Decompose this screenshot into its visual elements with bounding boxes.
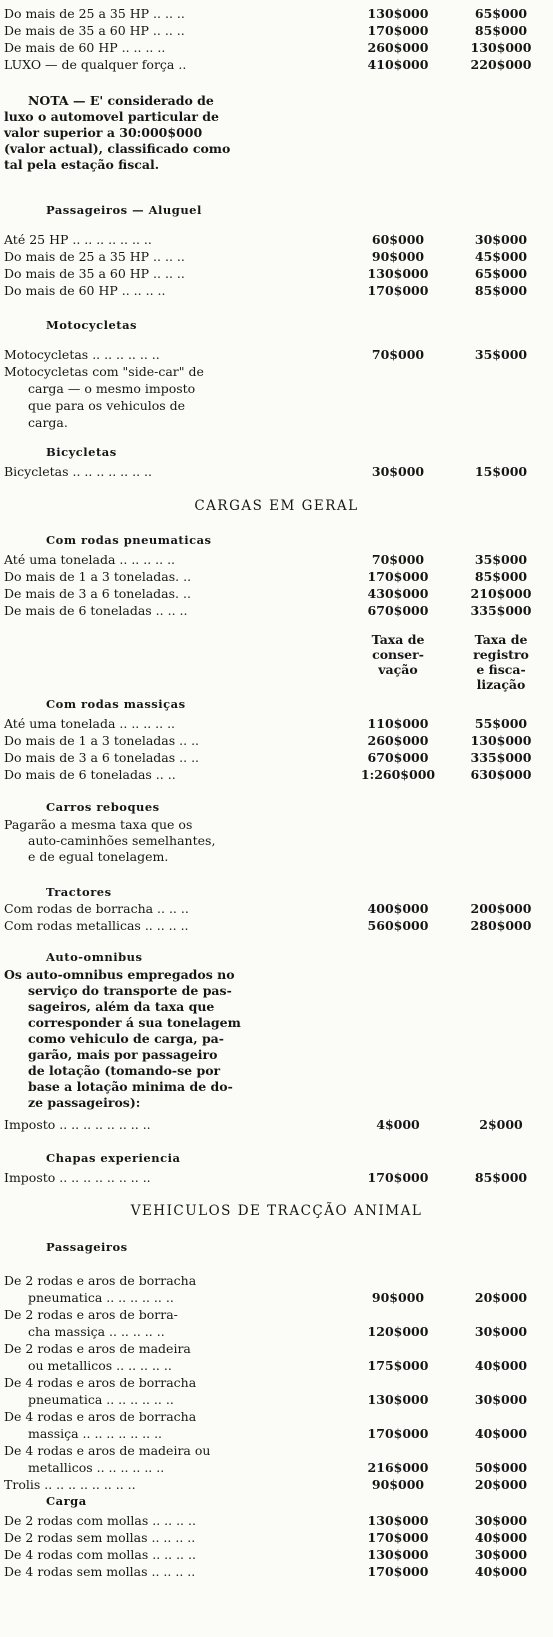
section-title: Auto-omnibus [46,950,143,964]
table-row: que para os vehiculos de [28,398,186,413]
table-row: De 4 rodas e aros de madeira ou [4,1443,211,1458]
table-row: Com rodas de borracha .. .. .. 400$000 200$000 [4,901,532,916]
section-title: Passageiros [46,1240,128,1254]
table-row: cha massiça .. .. .. .. .. 120$000 30$000 [28,1324,528,1339]
table-row: metallicos .. .. .. .. .. .. 216$000 50$000 [28,1460,528,1475]
section-title: Chapas experiencia [46,1151,181,1165]
table-row: De 4 rodas sem mollas .. .. .. .. 170$000 40$000 [4,1564,528,1579]
table-row: LUXO — de qualquer força .. 410$000 220$000 [4,57,532,72]
nota-paragraph: NOTA — E' considerado de luxo o automovel particular de valor superior a 30:000$000 (valor actual), classificado como tal pela estação fiscal. [4,93,231,172]
table-row: pneumatica .. .. .. .. .. .. 90$000 20$000 [28,1290,528,1305]
column-header-registro: Taxa de registro e fisca- lização [473,632,529,692]
table-row: Até uma tonelada .. .. .. .. .. 110$000 55$000 [4,716,528,731]
section-heading: VEHICULOS DE TRACÇÃO ANIMAL [130,1203,423,1219]
table-row: Motocycletas com "side-car" de [4,364,204,379]
table-row: Até uma tonelada .. .. .. .. .. 70$000 35$000 [4,552,528,567]
table-row: Do mais de 60 HP .. .. .. .. 170$000 85$000 [4,283,528,298]
section-title: Passageiros — Aluguel [46,203,202,217]
section-title: Com rodas massiças [46,697,186,711]
section-title: Motocycletas [46,318,137,332]
table-row: ou metallicos .. .. .. .. .. 175$000 40$000 [28,1358,528,1373]
section-title: Carros reboques [46,800,160,814]
section-title: Tractores [46,885,112,899]
table-row: De 2 rodas e aros de borra- [4,1307,178,1322]
table-row: Do mais de 1 a 3 toneladas. .. 170$000 85$000 [4,569,528,584]
table-row: Do mais de 25 a 35 HP .. .. .. 130$000 65$000 [4,6,528,21]
table-row: Do mais de 1 a 3 toneladas .. .. 260$000 130$000 [4,733,532,748]
table-row: De mais de 35 a 60 HP .. .. .. 170$000 85$000 [4,23,528,38]
table-row: De 4 rodas e aros de borracha [4,1375,197,1390]
table-row: De 2 rodas sem mollas .. .. .. .. 170$000 40$000 [4,1530,528,1545]
table-row: Até 25 HP .. .. .. .. .. .. .. 60$000 30$000 [4,232,528,247]
table-row: pneumatica .. .. .. .. .. .. 130$000 30$000 [28,1392,528,1407]
table-row: Trolis .. .. .. .. .. .. .. .. 90$000 20$000 [4,1477,528,1492]
table-row: Do mais de 3 a 6 toneladas .. .. 670$000 335$000 [4,750,532,765]
column-header-conservacao: Taxa de conser- vação [371,632,425,677]
carros-reboques-text: Pagarão a mesma taxa que os auto-caminhões semelhantes, e de egual tonelagem. [4,817,216,864]
table-row: carga. [28,415,68,430]
auto-omnibus-text: Os auto-omnibus empregados no serviço do transporte de pas- sageiros, além da taxa que corresponder á sua tonelagem como vehiculo de carga, pa- garão, mais por passageiro de lotação (tomando-se por base a lotação minima de do- ze passageiros): [4,967,241,1110]
table-row: De mais de 60 HP .. .. .. .. 260$000 130$000 [4,40,532,55]
section-title: Com rodas pneumaticas [46,533,212,547]
table-row: Do mais de 25 a 35 HP .. .. .. 90$000 45$000 [4,249,528,264]
table-row: Imposto .. .. .. .. .. .. .. .. 4$000 2$000 [4,1117,523,1132]
table-row: De mais de 3 a 6 toneladas. .. 430$000 210$000 [4,586,532,601]
table-row: De 2 rodas com mollas .. .. .. .. 130$000 30$000 [4,1513,528,1528]
table-row: carga — o mesmo imposto [28,381,196,396]
table-row: Do mais de 6 toneladas .. .. 1:260$000 630$000 [4,767,532,782]
table-row: Do mais de 35 a 60 HP .. .. .. 130$000 65$000 [4,266,528,281]
table-row: massiça .. .. .. .. .. .. .. 170$000 40$000 [28,1426,528,1441]
table-row: De mais de 6 toneladas .. .. .. 670$000 335$000 [4,603,532,618]
table-row: De 2 rodas e aros de madeira [4,1341,191,1356]
table-row: Com rodas metallicas .. .. .. .. 560$000 280$000 [4,918,532,933]
section-title: Bicycletas [46,445,117,459]
section-title: Carga [46,1494,87,1508]
table-row: De 4 rodas e aros de borracha [4,1409,197,1424]
table-row: Imposto .. .. .. .. .. .. .. .. 170$000 85$000 [4,1170,528,1185]
section-heading: CARGAS EM GERAL [194,498,359,514]
table-row: De 2 rodas e aros de borracha [4,1273,197,1288]
table-row: Motocycletas .. .. .. .. .. .. 70$000 35$000 [4,347,528,362]
table-row: Bicycletas .. .. .. .. .. .. .. 30$000 15$000 [4,464,528,479]
table-row: De 4 rodas com mollas .. .. .. .. 130$000 30$000 [4,1547,528,1562]
